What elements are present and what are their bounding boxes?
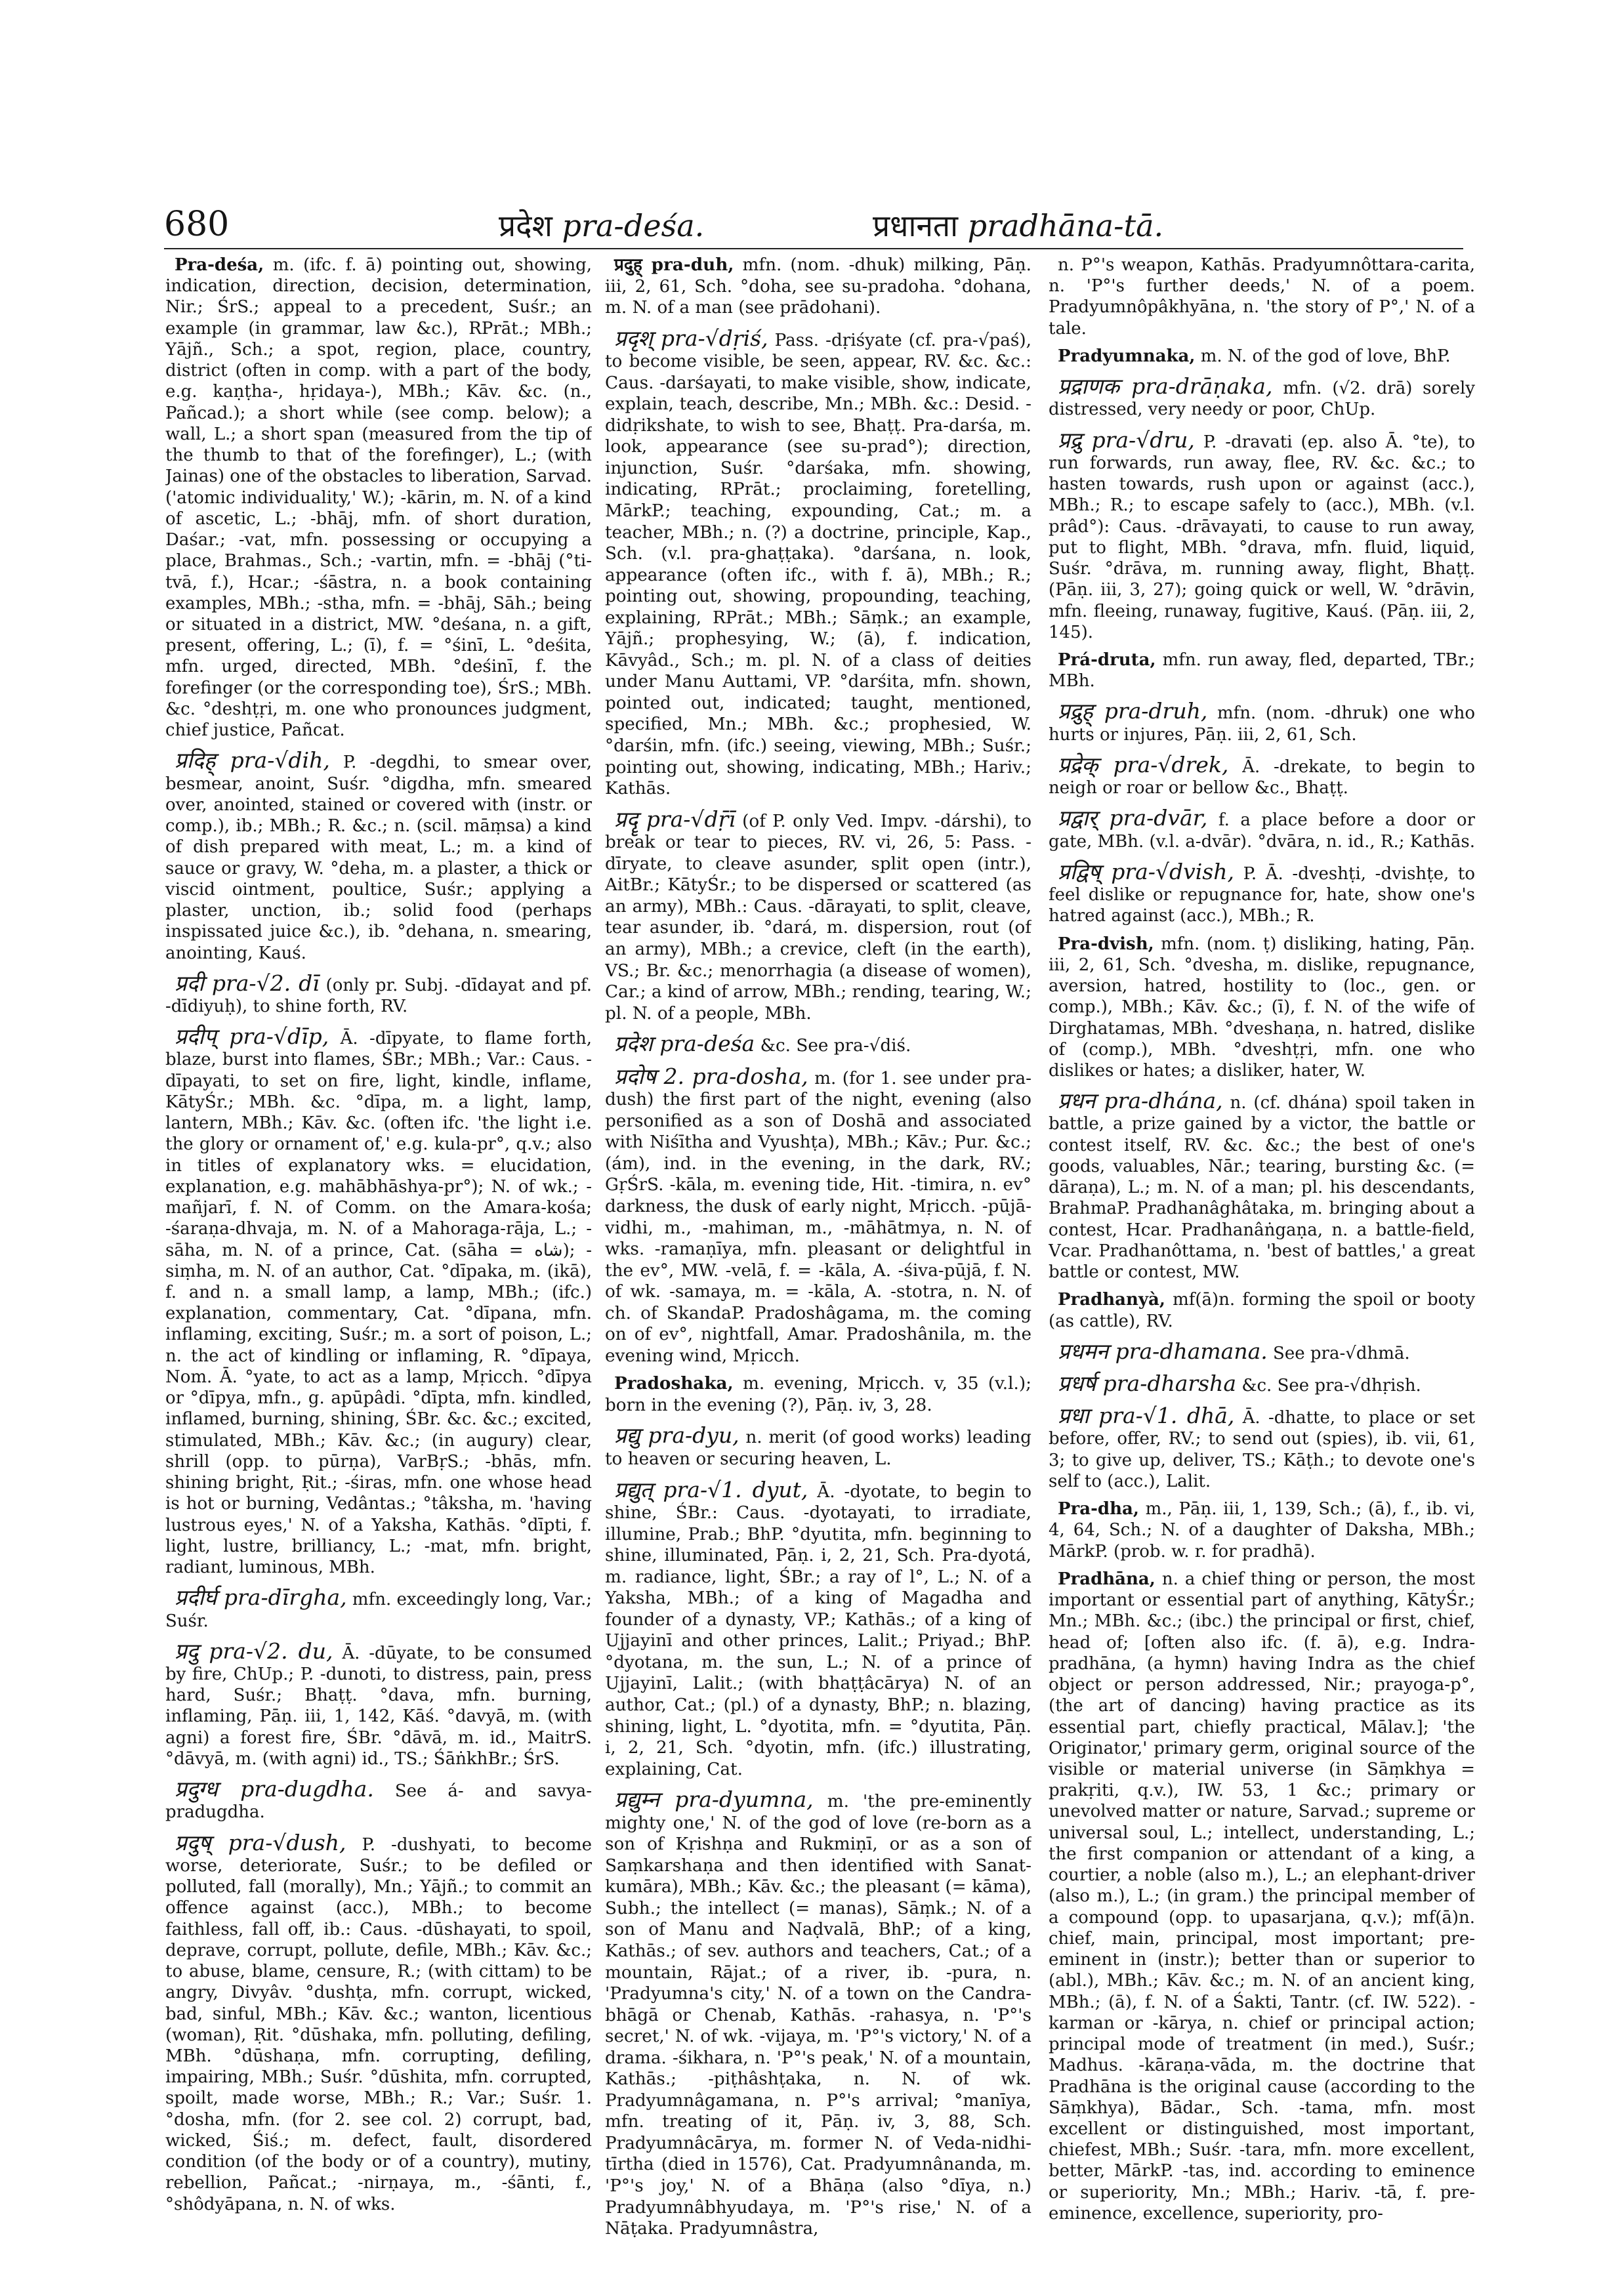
dictionary-entry: [1049, 1090, 1475, 1283]
dictionary-entry: [1049, 373, 1475, 420]
entry-definition: Pass. -dṛiśyate (cf. pra-√paś), to become visible, be seen, appear, RV. &c. &c.: Caus. -darśayati, to make visible, show, indicate, explain, teach, describe, Mn.; MBh. &c.: Desid. -didṛikshate, to wish to see, Bhaṭṭ. Pra-darśa, m. look, appearance (see su-prad°); direction, injunction, Suśr. °darśaka, mfn. showing, indicating, RPrāt.; proclaiming, foretelling, MārkP.; teaching, expounding, Cat.; m. a teacher, MBh.; n. (?) a doctrine, principle, Kap., Sch. (v.l. pra-ghaṭṭaka). °darśana, n. look, appearance (often ifc., with f. ā), MBh.; R.; pointing out, showing, propounding, teaching, explaining, RPrāt.; MBh.; Sāṃk.; an example, Yājñ.; prophesying, W.; (ā), f. indication, Kāvyâd., Sch.; m. pl. N. of a class of deities under Manu Auttami, VP. °darśita, mfn. shown, pointed out, indicated; taught, mentioned, specified, Mn.; MBh. &c.; prophesied, W. °darśin, mfn. (ifc.) seeing, viewing, MBh.; Suśr.; pointing out, showing, indicating, MBh.; Hariv.; Kathās.: [605, 330, 1031, 799]
entry-headword: प्रद्रु pra-√dru,: [1058, 426, 1195, 453]
dictionary-entry: [605, 1789, 1031, 2239]
column-2: [605, 255, 1031, 2256]
entry-headword: प्रद्युम्न pra-dyumna,: [614, 1787, 814, 1813]
entry-definition: (of P. only Ved. Impv. -dárshi), to break or tear to pieces, RV. vi, 26, 5: Pass. -dīryate, to cleave asunder, split open (intr.), AitBr.; KātyŚr.; to be dispersed or scattered (as an army), MBh.: Caus. -dārayati, to split, cleave, tear asunder, ib. °dará, m. dispersion, rout (of an army), MBh.; a crevice, cleft (in the earth), VS.; Br. &c.; menorrhagia (a disease of women), Car.; a kind of arrow, MBh.; rending, tearing, W.; pl. N. of a people, MBh.: [605, 811, 1031, 1023]
entry-headword: प्रदुष् pra-√dush,: [175, 1829, 346, 1855]
entry-headword: Pra-dha,: [1058, 1499, 1139, 1520]
entry-definition: Ā. -dhatte, to place or set before, offer, RV.; to send out (spies), ib. vii, 61, 3; to give up, deliver, TS.; Kāṭh.; to devote one's self to (acc.), Lalit.: [1049, 1408, 1475, 1491]
right-head-devanagari: प्रधानता: [873, 208, 959, 243]
entry-headword: प्रधर्ष pra-dharsha: [1058, 1371, 1237, 1397]
entry-definition: n. P°'s weapon, Kathās. Pradyumnôttara-carita, n. 'P°'s further deeds,' N. of a poem. Pradyumnôpâkhyāna, n. 'the story of P°,' N. of a tale.: [1049, 255, 1475, 339]
entry-definition: m. N. of the god of love, BhP.: [1200, 346, 1451, 366]
entry-definition: P. -dushyati, to become worse, deteriorate, Suśr.; to be defiled or polluted, fall (morally), Mn.; Yājñ.; to commit an offence against (acc.), MBh.; to become faithless, fall off, ib.: Caus. -dūshayati, to spoil, deprave, corrupt, pollute, defile, MBh.; Kāv. &c.; to abuse, blame, censure, R.; (with cittam) to be angry, Divyâv. °dushṭa, mfn. corrupt, wicked, bad, sinful, MBh.; Kāv. &c.; wanton, licentious (woman), Ṛit. °dūshaka, mfn. polluting, defiling, MBh. °dūshaṇa, mfn. corrupting, defiling, impairing, MBh.; Suśr. °dūshita, mfn. corrupted, spoilt, made worse, MBh.; R.; Var.; Suśr. 1. °dosha, mfn. (for 2. see col. 2) corrupt, bad, wicked, Śiś.; m. defect, fault, disordered condition (of the body or of a country), mutiny, rebellion, Pañcat.; -nirṇaya, m., -śānti, f., °shôdyāpana, n. N. of wks.: [165, 1834, 592, 2214]
entry-headword: प्रधमन pra-dhamana.: [1058, 1338, 1268, 1364]
entry-headword: प्रदुग्ध pra-dugdha.: [175, 1776, 374, 1802]
dictionary-entry: [165, 747, 592, 963]
dictionary-entry: [1049, 255, 1475, 339]
entry-headword: प्रद्रुह् pra-druh,: [1058, 698, 1208, 724]
entry-headword: प्रदुह् pra-duh,: [614, 255, 734, 275]
entry-definition: mfn. (nom. -dhruk) one who hurts or injures, Pāṇ. iii, 2, 61, Sch.: [1049, 703, 1475, 745]
entry-definition: mfn. exceedingly long, Var.; Suśr.: [165, 1590, 592, 1631]
entry-headword: Pra-deśa,: [175, 255, 264, 275]
entry-headword: प्रद्विष् pra-√dvish,: [1058, 858, 1234, 884]
dictionary-entry: [605, 255, 1031, 319]
page-header: [0, 205, 1624, 257]
entry-headword: Pra-dvish,: [1058, 934, 1154, 954]
header-rule: [164, 248, 1463, 249]
entry-definition: mf(ā)n. forming the spoil or booty (as cattle), RV.: [1049, 1290, 1475, 1331]
dictionary-entry: [1049, 751, 1475, 798]
entry-headword: प्रधा pra-√1. dhā,: [1058, 1403, 1235, 1429]
entry-definition: P. Ā. -dveshṭi, -dvishṭe, to feel dislike or repugnance for, hate, show one's hatred against (acc.), MBh.; R.: [1049, 863, 1475, 926]
entry-headword: प्रदृश् pra-√dṛiś,: [614, 325, 768, 351]
entry-definition: (only pr. Subj. -dīdayat and pf. -dīdiyuḥ), to shine forth, RV.: [165, 975, 592, 1016]
entry-headword: Pradyumnaka,: [1058, 346, 1196, 366]
entry-definition: n. merit (of good works) leading to heaven or securing heaven, L.: [605, 1428, 1031, 1469]
entry-definition: n. a chief thing or person, the most important or essential part of anything, KātyŚr.; Mn.; MBh. &c.; (ibc.) the principal or first, chief, head of; [often also ifc. (f. ā), e.g. Indra-pradhāna, (a hymn) having Indra as the chief object or person addressed, Nir.; prayoga-p°, (the art of dancing) having practice as its essential part, chiefly practical, Mālav.]; 'the Originator,' primary germ, original source of the visible or material universe (in Sāṃkhya = prakṛiti, q.v.), IW. 53, 1 &c.; primary or unevolved matter or nature, Sarvad.; supreme or universal soul, L.; intellect, understanding, L.; the first companion or attendant of a king, a courtier, a noble (also m.), L.; an elephant-driver (also m.), L.; (in gram.) the principal member of a compound (opp. to upasarjana, q.v.); mf(ā)n. chief, main, principal, most important; pre-eminent in (instr.); better than or superior to (abl.), MBh.; Kāv. &c.; m. N. of an ancient king, MBh.; (ā), f. N. of a Śakti, Tantr. (cf. IW. 522). -karman or -kārya, n. chief or principal action; principal mode of treatment (in med.), Suśr.; Madhus. -kāraṇa-vāda, m. the doctrine that Pradhāna is the original cause (according to the Sāṃkhya), Bādar., Sch. -tama, mfn. most excellent or distinguished, most important, chiefest, MBh.; Suśr. -tara, mfn. more excellent, better, MārkP. -tas, ind. according to eminence or superiority, Mn.; MBh.; Hariv. -tā, f. pre-eminence, excellence, superiority, pro-: [1049, 1569, 1475, 2223]
entry-definition: P. -dravati (ep. also Ā. °te), to run forwards, run away, flee, RV. &c. &c.; to hasten towards, rush upon or against (acc.), MBh.; R.; to escape safely to (acc.), MBh. (v.l. prâd°): Caus. -drāvayati, to cause to run away, put to flight, MBh. °drava, mfn. fluid, liquid, Suśr. °drāva, m. running away, flight, Bhaṭṭ. (Pāṇ. iii, 3, 27); going quick or well, W. °drāvin, mfn. fleeing, runaway, fugitive, Kauś. (Pāṇ. iii, 2, 145).: [1049, 432, 1475, 642]
entry-definition: n. (cf. dhána) spoil taken in battle, a prize gained by a victor, the battle or contest itself, RV. &c. &c.; the best of one's goods, valuables, Nār.; tearing, bursting &c. (= dāraṇa), L.; m. N. of a man; pl. his descendants, BrahmaP. Pradhanâghâtaka, m. bringing about a contest, Hcar. Pradhanâṅgaṇa, n. a battle-field, Vcar. Pradhanôttama, n. 'best of battles,' a great battle or contest, MW.: [1049, 1093, 1475, 1283]
entry-definition: mfn. (nom. -dhuk) milking, Pāṇ. iii, 2, 61, Sch. °doha, see su-pradoha. °dohana, m. N. of a man (see prādohani).: [605, 255, 1031, 318]
dictionary-entry: [165, 1638, 592, 1769]
entry-definition: mfn. run away, fled, departed, TBr.; MBh.: [1049, 650, 1475, 692]
dictionary-entry: [1049, 1569, 1475, 2224]
entry-headword: प्रदिह् pra-√dih,: [175, 747, 330, 774]
dictionary-entry: [165, 1023, 592, 1578]
dictionary-entry: [1049, 650, 1475, 692]
entry-headword: प्रदेश pra-deśa: [614, 1031, 755, 1057]
dictionary-entry: [1049, 934, 1475, 1082]
entry-definition: m. 'the pre-eminently mighty one,' N. of the god of love (re-born as a son of Kṛishṇa and Rukmiṇī, or as a son of Saṃkarshaṇa and then identified with Sanat-kumāra), MBh.; Kāv. &c.; the pleasant (= kāma), Subh.; the intellect (= manas), Sāṃk.; N. of a son of Manu and Naḍvalā, BhP.; of a king, Kathās.; of sev. authors and teachers, Cat.; of a mountain, Rājat.; of a river, ib. -pura, n. 'Pradyumna's city,' N. of a town on the Candra-bhāgā or Chenab, Kathās. -rahasya, n. 'P°'s secret,' N. of wk. -vijaya, m. 'P°'s victory,' N. of a drama. -śikhara, n. 'P°'s peak,' N. of a mountain, Kathās.; -piṭhâshṭaka, n. N. of wk. Pradyumnâgamana, n. P°'s arrival; °manīya, mfn. treating of it, Pāṇ. iv, 3, 88, Sch. Pradyumnâcārya, m. former N. of Veda-nidhi-tīrtha (died in 1576), Cat. Pradyumnânanda, m. 'P°'s joy,' N. of a Bhāṇa (also °dīya, n.) Pradyumnâbhyudaya, m. 'P°'s rise,' N. of a Nāṭaka. Pradyumnâstra,: [605, 1792, 1031, 2239]
entry-headword: प्रदॄ pra-√dṝī: [614, 806, 736, 832]
entry-definition: P. -degdhi, to smear over, besmear, anoint, Suśr. °digdha, mfn. smeared over, anointed, stained or covered with (instr. or comp.), ib.; MBh.; R. &c.; n. (scil. māṃsa) a kind of dish prepared with meat, L.; m. a kind of sauce or gravy, W. °deha, m. a plaster, a thick or viscid ointment, poultice, Suśr.; applying a plaster, unction, ib.; solid food (perhaps inspissated juice &c.), ib. °dehana, n. smearing, anointing, Kauś.: [165, 753, 592, 963]
dictionary-entry: [605, 1373, 1031, 1416]
dictionary-entry: [605, 325, 1031, 800]
left-head-roman: pra-deśa.: [562, 208, 705, 243]
dictionary-entry: [1049, 805, 1475, 852]
entry-headword: Pradhanyà,: [1058, 1290, 1165, 1310]
dictionary-entry: [605, 1476, 1031, 1781]
entry-headword: Pradhāna,: [1058, 1569, 1156, 1589]
entry-headword: प्रद्युत् pra-√1. dyut,: [614, 1476, 808, 1502]
dictionary-entry: [1049, 1338, 1475, 1364]
right-running-head: [873, 205, 1163, 245]
entry-definition: &c. See pra-√diś.: [760, 1036, 911, 1056]
dictionary-entry: [165, 970, 592, 1017]
dictionary-entry: [1049, 1405, 1475, 1492]
entry-definition: m. (ifc. f. ā) pointing out, showing, indication, direction, decision, determination, Nir.; ŚrS.; appeal to a precedent, Suśr.; an example (in grammar, law &c.), RPrāt.; MBh.; Yājñ., Sch.; a spot, region, place, country, district (often in comp. with a part of the body, e.g. kaṇṭha-, hṛidaya-), MBh.; Kāv. &c. (n., Pañcad.); a short while (see comp. below); a wall, L.; a short span (measured from the tip of the thumb to that of the forefinger), L.; (with Jainas) one of the obstacles to liberation, Sarvad. ('atomic individuality,' W.); -kārin, m. N. of a kind of ascetic, L.; -bhāj, mfn. of short duration, Daśar.; -vat, mfn. possessing or occupying a place, Brahmas., Sch.; -vartin, mfn. = -bhāj (°ti-tvā, f.), Hcar.; -śāstra, n. a book containing examples, MBh.; -stha, mfn. = -bhāj, Sāh.; being or situated in a district, MW. °deśana, n. a gift, present, offering, L.; (ī), f. = °śinī, L. °deśita, mfn. urged, directed, MBh. °deśinī, f. the forefinger (or the corresponding toe), ŚrS.; MBh. &c. °deshṭṛi, m. one who pronounces judgment, chief justice, Pañcat.: [165, 255, 592, 741]
entry-definition: Ā. -dūyate, to be consumed by fire, ChUp.; P. -dunoti, to distress, pain, press hard, Suśr.; Bhaṭṭ. °dava, mfn. burning, inflaming, Pāṇ. iii, 1, 142, Kāś. °davyā, m. (with agni) a forest fire, ŚBr. °dāvā, m. id., MaitrS. °dāvyā, m. (with agni) id., TS.; ŚāṅkhBr.; ŚrS.: [165, 1643, 592, 1769]
entry-definition: f. a place before a door or gate, MBh. (v.l. a-dvār). °dvāra, n. id., R.; Kathās.: [1049, 810, 1475, 852]
entry-headword: प्रधन pra-dhána,: [1058, 1088, 1223, 1114]
dictionary-entry: [165, 255, 592, 741]
entry-definition: m., Pāṇ. iii, 1, 139, Sch.; (ā), f., ib. vi, 4, 64, Sch.; N. of a daughter of Daksha, MBh.; MārkP. (prob. w. r. for pradhā).: [1049, 1499, 1475, 1561]
entry-definition: Ā. -dīpyate, to flame forth, blaze, burst into flames, ŚBr.; MBh.; Var.: Caus. -dīpayati, to set on fire, light, kindle, inflame, KātyŚr.; MBh. &c. °dīpa, m. a light, lamp, lantern, MBh.; Kāv. &c. (often ifc. 'the light i.e. the glory or ornament of,' e.g. kula-pr°, q.v.; also in titles of explanatory wks. = elucidation, explanation, e.g. mahābhāshya-pr°); N. of wk.; -mañjarī, f. N. of Comm. on the Amara-kośa; -śaraṇa-dhvaja, m. N. of a Mahoraga-rāja, L.; -sāha, m. N. of a prince, Cat. (sāha = ‫شاه‬); -siṃha, m. N. of an author, Cat. °dīpaka, m. (ikā), f. and n. a small lamp, a lamp, MBh.; (ifc.) explanation, commentary, Cat. °dīpana, mfn. inflaming, exciting, Suśr.; m. a sort of poison, L.; n. the act of kindling or inflaming, R. °dīpaya, Nom. Ā. °yate, to act as a lamp, Mṛicch. °dīpya or °dīpya, mfn., g. apūpâdi. °dīpta, mfn. kindled, inflamed, burning, shining, ŚBr. &c. &c.; excited, stimulated, MBh.; Kāv. &c.; (in augury) clear, shrill (opp. to pūrṇa), VarBṛS.; -bhās, mfn. shining bright, Ṛit.; -śiras, mfn. one whose head is hot or burning, Vedântas.; °tâksha, m. 'having lustrous eyes,' N. of a Yaksha, Kathās. °dīpti, f. light, lustre, brilliancy, L.; -mat, mfn. bright, radiant, luminous, MBh.: [165, 1029, 592, 1578]
left-head-devanagari: प्रदेश: [499, 208, 552, 243]
dictionary-entry: [1049, 1373, 1475, 1396]
dictionary-entry: [165, 1776, 592, 1823]
dictionary-entry: [605, 806, 1031, 1024]
entry-headword: प्रदु pra-√2. du,: [175, 1638, 333, 1664]
dictionary-entry: [1049, 346, 1475, 367]
left-running-head: [499, 205, 704, 245]
dictionary-entry: [605, 1422, 1031, 1470]
entry-headword: प्रद्रेक् pra-√drek,: [1058, 751, 1229, 777]
entry-headword: प्रदीप् pra-√dīp,: [175, 1023, 329, 1050]
right-head-roman: pradhāna-tā.: [967, 208, 1164, 243]
entry-definition: m. evening, Mṛicch. v, 35 (v.l.); born in the evening (?), Pāṇ. iv, 3, 28.: [605, 1374, 1031, 1415]
entry-headword: Pradoshaka,: [614, 1373, 734, 1394]
dictionary-entry: [1049, 858, 1475, 927]
entry-headword: प्रदीर्घ pra-dīrgha,: [175, 1584, 347, 1611]
entry-headword: Prá-druta,: [1058, 650, 1156, 670]
entry-definition: Ā. -dyotate, to begin to shine, ŚBr.: Caus. -dyotayati, to irradiate, illumine, Prab.; BhP. °dyutita, mfn. beginning to shine, illuminated, Pāṇ. i, 2, 21, Sch. Pra-dyotá, m. radiance, light, ŚBr.; a ray of l°, L.; N. of a Yaksha, MBh.; of a king of Magadha and founder of a dynasty, VP.; Kathās.; of a king of Ujjayinī and other princes, Lalit.; Priyad.; BhP. °dyotana, m. the sun, L.; N. of a prince of Ujjayinī, Lalit.; (with bhaṭṭâcārya) N. of an author, Cat.; (pl.) of a dynasty, BhP.; n. blazing, shining, light, L. °dyotita, mfn. = °dyutita, Pāṇ. i, 2, 21, Sch. °dyotin, mfn. (ifc.) illustrating, explaining, Cat.: [605, 1481, 1031, 1779]
column-3: [1049, 255, 1475, 2256]
dictionary-entry: [1049, 426, 1475, 643]
entry-headword: प्रद्वार् pra-dvār,: [1058, 805, 1208, 831]
dictionary-entry: [605, 1033, 1031, 1057]
entry-headword: प्रद्यु pra-dyu,: [614, 1422, 739, 1449]
entry-definition: See pra-√dhmā.: [1273, 1343, 1410, 1363]
column-1: [165, 255, 592, 2256]
entry-definition: mfn. (nom. ṭ) disliking, hating, Pāṇ. iii, 2, 61, Sch. °dvesha, m. dislike, repugnance, aversion, hatred, hostility to (loc., gen. or comp.), MBh.; Kāv. &c.; (ī), f. N. of the wife of Dirghatamas, MBh. °dveshaṇa, n. hatred, dislike of (comp.), MBh. °dveshṭṛi, mfn. one who dislikes or hates; a disliker, hater, W.: [1049, 934, 1475, 1081]
entry-definition: mfn. (√2. drā) sorely distressed, very needy or poor, ChUp.: [1049, 379, 1475, 420]
dictionary-entry: [165, 1584, 592, 1631]
entry-headword: प्रदी pra-√2. dī: [175, 970, 320, 996]
dictionary-entry: [1049, 1289, 1475, 1331]
entry-definition: See á- and savya-pradugdha.: [165, 1781, 592, 1823]
entry-definition: m. (for 1. see under pra-dush) the first part of the night, evening (also personified as a son of Doshā and associated with Niśītha and Vyushṭa), MBh.; Kāv.; Pur. &c.; (ám), ind. in the evening, in the dark, RV.; GṛŚrS. -kāla, m. evening tide, Hit. -timira, n. ev° darkness, the dusk of early night, Mṛicch. -pūjā-vidhi, m., -mahiman, m., -māhātmya, n. N. of wks. -ramaṇīya, mfn. pleasant or delightful in the ev°, MW. -velā, f. = -kāla, A. -śiva-pūjā, f. N. of wk. -samaya, m. = -kāla, A. -stotra, n. N. of ch. of SkandaP. Pradoshâgama, m. the coming on of ev°, nightfall, Amar. Pradoshânila, m. the evening wind, Mṛicch.: [605, 1068, 1031, 1366]
dictionary-entry: [1049, 698, 1475, 745]
entry-definition: Ā. -drekate, to begin to neigh or roar or bellow &c., Bhaṭṭ.: [1049, 756, 1475, 798]
dictionary-entry: [165, 1829, 592, 2215]
dictionary-entry: [605, 1063, 1031, 1367]
dictionary-entry: [1049, 1499, 1475, 1562]
page-number: 680: [164, 205, 230, 244]
entry-definition: &c. See pra-√dhṛish.: [1241, 1376, 1421, 1396]
entry-headword: प्रदोष 2. pra-dosha,: [614, 1063, 808, 1089]
entry-headword: प्रद्राणक pra-drāṇaka,: [1058, 373, 1273, 400]
